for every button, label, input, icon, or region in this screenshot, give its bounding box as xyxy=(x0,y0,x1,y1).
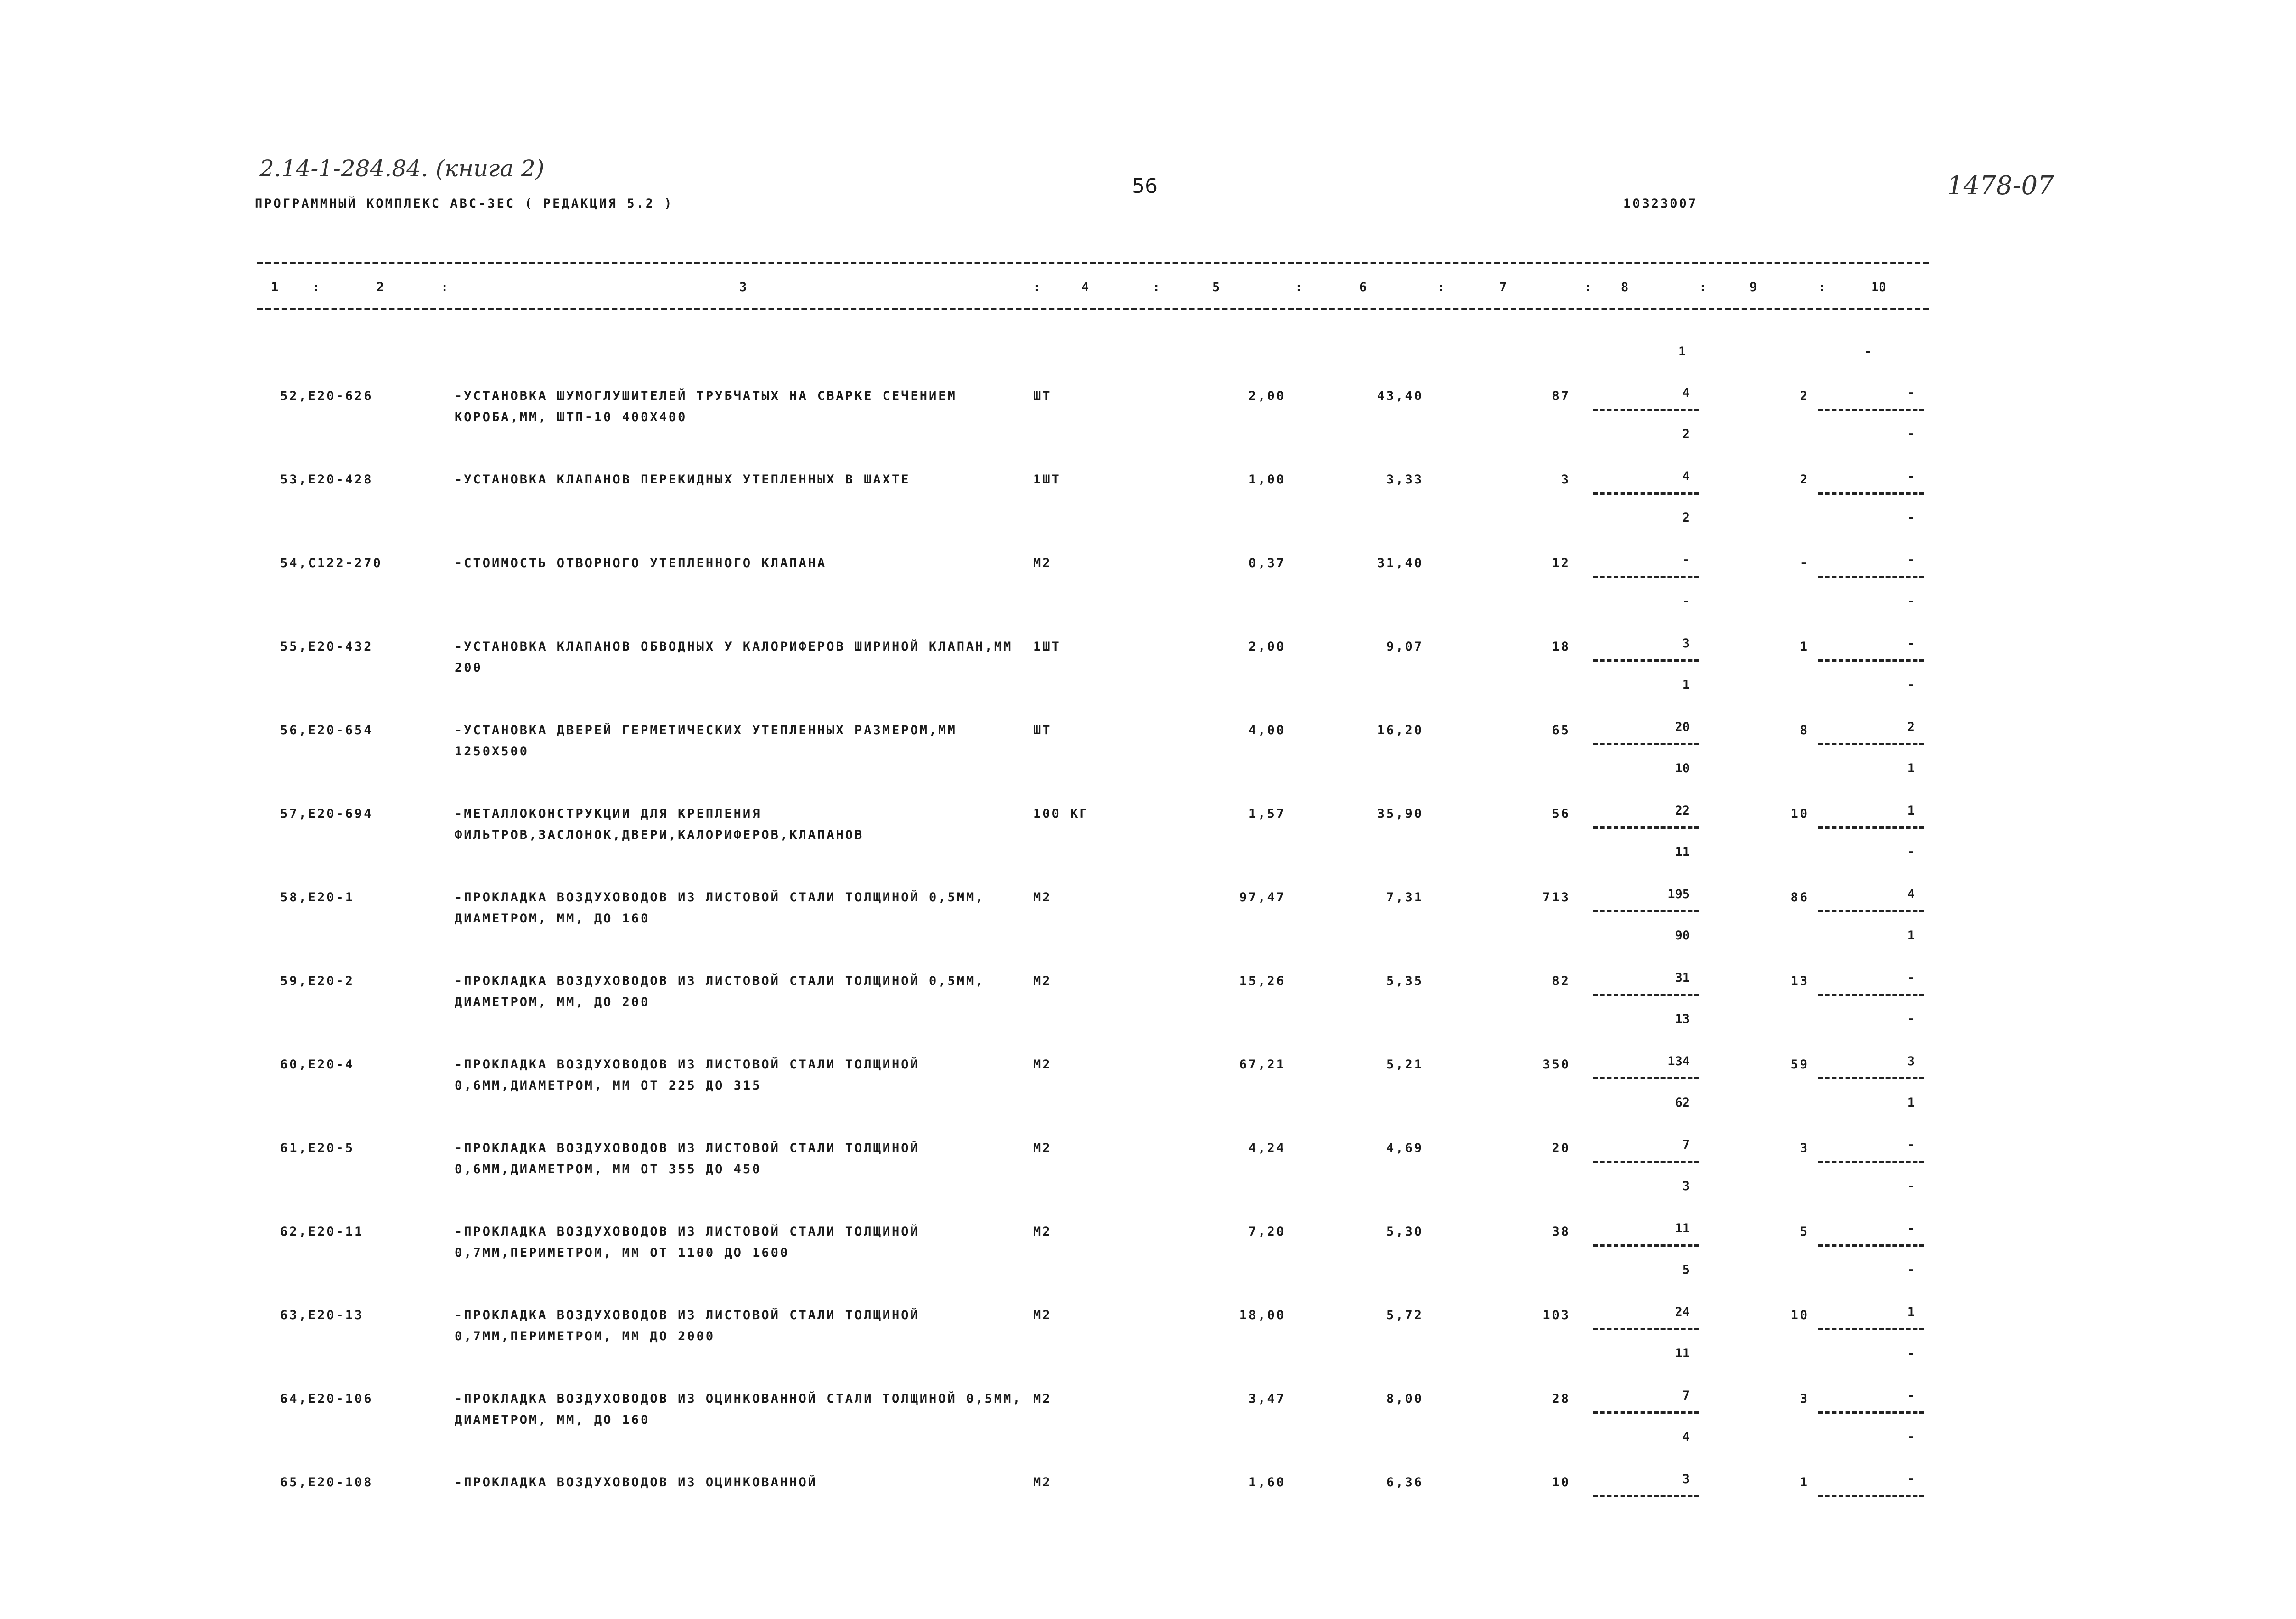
row-col8-fraction xyxy=(1584,428,1704,525)
row-code: 62,Е20-11 xyxy=(280,1225,364,1239)
row-col10-fraction xyxy=(1809,1096,1929,1193)
row-total: 350 xyxy=(1542,1057,1570,1072)
row-col8-bottom: 62 xyxy=(1675,1096,1690,1110)
row-name: -ПРОКЛАДКА ВОЗДУХОВОДОВ ИЗ ЛИСТОВОЙ СТАЛИ ТОЛЩИНОЙ 0,5ММ, ДИАМЕТРОМ, ММ, ДО 160 xyxy=(455,890,985,926)
row-unit-price: 16,20 xyxy=(1377,723,1424,737)
row-name: -ПРОКЛАДКА ВОЗДУХОВОДОВ ИЗ ЛИСТОВОЙ СТАЛИ ТОЛЩИНОЙ 0,6ММ,ДИАМЕТРОМ, ММ ОТ 355 ДО 450 xyxy=(455,1141,920,1176)
row-quantity: 1,57 xyxy=(1248,807,1286,821)
row-unit: ШТ xyxy=(1033,723,1052,737)
row-col10-top: 1 xyxy=(1907,804,1915,818)
column-separator: : xyxy=(312,280,320,294)
row-col9: 86 xyxy=(1790,890,1809,905)
row-col8-bottom: 10 xyxy=(1675,761,1690,776)
row-unit-price: 6,36 xyxy=(1386,1475,1424,1490)
page-number: 56 xyxy=(1132,174,1158,198)
row-col8-bottom: 4 xyxy=(1682,1430,1690,1444)
row-col10-bottom: 1 xyxy=(1907,761,1915,776)
document-code: 10323007 xyxy=(1623,197,1698,211)
row-col8-top: 3 xyxy=(1682,636,1690,651)
row-total: 65 xyxy=(1552,723,1570,737)
row-col10-bottom: - xyxy=(1907,1263,1915,1277)
row-col8-top: 20 xyxy=(1675,720,1690,734)
program-title: ПРОГРАММНЫЙ КОМПЛЕКС АВС-3ЕС ( РЕДАКЦИЯ 5.2 ) xyxy=(255,197,674,211)
fraction-line xyxy=(1593,1411,1699,1414)
row-unit: М2 xyxy=(1033,1308,1052,1322)
column-header-5: 5 xyxy=(1212,280,1220,294)
fraction-line xyxy=(1818,1495,1924,1497)
table-row xyxy=(0,804,2296,886)
row-unit: М2 xyxy=(1033,556,1052,570)
fraction-line xyxy=(1593,743,1699,745)
row-quantity: 4,00 xyxy=(1248,723,1286,737)
row-quantity: 3,47 xyxy=(1248,1392,1286,1406)
row-col8-bottom: 13 xyxy=(1675,1012,1690,1026)
row-total: 713 xyxy=(1542,890,1570,905)
fraction-line xyxy=(1818,1161,1924,1163)
row-col10-bottom: - xyxy=(1907,1012,1915,1026)
fraction-line xyxy=(1818,409,1924,411)
row-code: 60,Е20-4 xyxy=(280,1057,355,1072)
row-unit: 1ШТ xyxy=(1033,472,1061,487)
row-col8-bottom: 11 xyxy=(1675,1346,1690,1360)
fraction-line xyxy=(1593,1161,1699,1163)
row-col9: 10 xyxy=(1790,1308,1809,1322)
fraction-line xyxy=(1818,1077,1924,1079)
fraction-line xyxy=(1818,1411,1924,1414)
row-col8-top: 4 xyxy=(1682,469,1690,483)
column-separator: : xyxy=(1699,280,1707,294)
row-col8-top: 24 xyxy=(1675,1305,1690,1319)
row-name: -УСТАНОВКА КЛАПАНОВ ПЕРЕКИДНЫХ УТЕПЛЕННЫХ В ШАХТЕ xyxy=(455,472,911,487)
fraction-line xyxy=(1593,409,1699,411)
row-code: 57,Е20-694 xyxy=(280,807,373,821)
row-col8-top: 7 xyxy=(1682,1389,1690,1403)
fraction-line xyxy=(1593,1244,1699,1247)
row-col9: 5 xyxy=(1800,1225,1809,1239)
row-col10-bottom: - xyxy=(1907,1179,1915,1193)
row-code: 65,Е20-108 xyxy=(280,1475,373,1490)
row-unit-price: 35,90 xyxy=(1377,807,1424,821)
row-col10-bottom: - xyxy=(1907,511,1915,525)
row-col10-top: 3 xyxy=(1907,1054,1915,1068)
row-col8-fraction xyxy=(1584,512,1704,608)
row-col8-top: - xyxy=(1682,553,1690,567)
row-col10-top: - xyxy=(1907,386,1915,400)
table-row xyxy=(0,971,2296,1053)
row-col10-fraction xyxy=(1809,762,1929,859)
row-col10-fraction xyxy=(1809,512,1929,608)
row-col10-top: - xyxy=(1907,971,1915,985)
column-header-2: 2 xyxy=(377,280,384,294)
row-unit-price: 7,31 xyxy=(1386,890,1424,905)
fraction-line xyxy=(1818,994,1924,996)
row-col10-bottom: 1 xyxy=(1907,1096,1915,1110)
row-total: 82 xyxy=(1552,974,1570,988)
row-unit-price: 31,40 xyxy=(1377,556,1424,570)
row-col8-fraction xyxy=(1584,929,1704,1026)
row-name: -УСТАНОВКА ШУМОГЛУШИТЕЛЕЙ ТРУБЧАТЫХ НА СВАРКЕ СЕЧЕНИЕМ КОРОБА,ММ, ШТП-10 400Х400 xyxy=(455,389,957,424)
row-name: -ПРОКЛАДКА ВОЗДУХОВОДОВ ИЗ ЛИСТОВОЙ СТАЛИ ТОЛЩИНОЙ 0,5ММ, ДИАМЕТРОМ, ММ, ДО 200 xyxy=(455,974,985,1009)
row-col8-top: 195 xyxy=(1667,887,1690,901)
row-code: 64,Е20-106 xyxy=(280,1392,373,1406)
row-col8-bottom: 11 xyxy=(1675,845,1690,859)
row-col10-bottom: - xyxy=(1907,1430,1915,1444)
row-col10-fraction xyxy=(1809,1264,1929,1360)
row-col8-top: 134 xyxy=(1667,1054,1690,1068)
top-fraction-col8: 1 xyxy=(1678,344,1686,359)
row-quantity: 97,47 xyxy=(1239,890,1286,905)
row-unit: М2 xyxy=(1033,1057,1052,1072)
row-quantity: 1,60 xyxy=(1248,1475,1286,1490)
table-row xyxy=(0,386,2296,468)
row-col10-fraction xyxy=(1809,1431,1929,1513)
row-total: 20 xyxy=(1552,1141,1570,1155)
row-code: 58,Е20-1 xyxy=(280,890,355,905)
column-header-3: 3 xyxy=(739,280,747,294)
fraction-line xyxy=(1818,576,1924,578)
column-separator: : xyxy=(1437,280,1445,294)
row-col8-top: 11 xyxy=(1675,1221,1690,1236)
row-quantity: 2,00 xyxy=(1248,640,1286,654)
row-name: -ПРОКЛАДКА ВОЗДУХОВОДОВ ИЗ ЛИСТОВОЙ СТАЛИ ТОЛЩИНОЙ 0,7ММ,ПЕРИМЕТРОМ, ММ ОТ 1100 ДО 1600 xyxy=(455,1225,920,1260)
row-quantity: 4,24 xyxy=(1248,1141,1286,1155)
row-total: 12 xyxy=(1552,556,1570,570)
column-separator: : xyxy=(1295,280,1303,294)
row-col10-top: 1 xyxy=(1907,1305,1915,1319)
row-col9: 2 xyxy=(1800,389,1809,403)
row-col10-top: - xyxy=(1907,553,1915,567)
row-col10-top: - xyxy=(1907,1138,1915,1152)
row-name: -ПРОКЛАДКА ВОЗДУХОВОДОВ ИЗ ОЦИНКОВАННОЙ СТАЛИ ТОЛЩИНОЙ 0,5ММ, ДИАМЕТРОМ, ММ, ДО 160 xyxy=(455,1392,1022,1427)
row-code: 54,С122-270 xyxy=(280,556,383,570)
row-total: 38 xyxy=(1552,1225,1570,1239)
row-code: 63,Е20-13 xyxy=(280,1308,364,1322)
row-total: 18 xyxy=(1552,640,1570,654)
fraction-line xyxy=(1818,910,1924,912)
fraction-line xyxy=(1593,576,1699,578)
row-col10-fraction xyxy=(1809,595,1929,692)
row-unit: 1ШТ xyxy=(1033,640,1061,654)
row-unit-price: 43,40 xyxy=(1377,389,1424,403)
row-code: 55,Е20-432 xyxy=(280,640,373,654)
row-quantity: 0,37 xyxy=(1248,556,1286,570)
fraction-line xyxy=(1593,994,1699,996)
row-name: -ПРОКЛАДКА ВОЗДУХОВОДОВ ИЗ ОЦИНКОВАННОЙ xyxy=(455,1475,817,1490)
row-name: -ПРОКЛАДКА ВОЗДУХОВОДОВ ИЗ ЛИСТОВОЙ СТАЛИ ТОЛЩИНОЙ 0,7ММ,ПЕРИМЕТРОМ, ММ ДО 2000 xyxy=(455,1308,920,1344)
fraction-line xyxy=(1818,659,1924,662)
column-header-8: 8 xyxy=(1621,280,1629,294)
fraction-line xyxy=(1593,659,1699,662)
fraction-line xyxy=(1593,1077,1699,1079)
column-separator: : xyxy=(1153,280,1160,294)
fraction-line xyxy=(1593,1495,1699,1497)
row-unit: 100 КГ xyxy=(1033,807,1089,821)
row-col8-fraction xyxy=(1584,1180,1704,1277)
row-code: 53,Е20-428 xyxy=(280,472,373,487)
row-col8-bottom: 1 xyxy=(1682,678,1690,692)
table-row xyxy=(0,553,2296,635)
handwritten-number: 1478-07 xyxy=(1947,171,2054,201)
row-col8-top: 3 xyxy=(1682,1472,1690,1486)
table-row xyxy=(0,1221,2296,1304)
column-separator: : xyxy=(1818,280,1826,294)
row-unit: ШТ xyxy=(1033,389,1052,403)
row-col8-fraction xyxy=(1584,1347,1704,1444)
column-header-1: 1 xyxy=(271,280,279,294)
row-col10-fraction xyxy=(1809,428,1929,525)
row-unit-price: 5,30 xyxy=(1386,1225,1424,1239)
column-header-6: 6 xyxy=(1359,280,1367,294)
table-row xyxy=(0,1305,2296,1388)
row-col10-top: 4 xyxy=(1907,887,1915,901)
row-col10-top: - xyxy=(1907,1389,1915,1403)
column-header-7: 7 xyxy=(1499,280,1507,294)
row-total: 10 xyxy=(1552,1475,1570,1490)
row-col8-fraction xyxy=(1584,1264,1704,1360)
row-col8-bottom: - xyxy=(1682,594,1690,608)
row-col10-top: - xyxy=(1907,1221,1915,1236)
table-row xyxy=(0,1054,2296,1137)
row-total: 56 xyxy=(1552,807,1570,821)
row-col9: 1 xyxy=(1800,640,1809,654)
row-total: 103 xyxy=(1542,1308,1570,1322)
row-col8-bottom: 90 xyxy=(1675,928,1690,943)
row-total: 28 xyxy=(1552,1392,1570,1406)
fraction-line xyxy=(1818,826,1924,829)
row-unit-price: 4,69 xyxy=(1386,1141,1424,1155)
row-total: 87 xyxy=(1552,389,1570,403)
table-row xyxy=(0,1472,2296,1555)
fraction-line xyxy=(1593,910,1699,912)
table-row xyxy=(0,720,2296,803)
fraction-line xyxy=(1818,743,1924,745)
row-col10-top: - xyxy=(1907,1472,1915,1486)
row-col8-bottom: 2 xyxy=(1682,427,1690,441)
row-quantity: 2,00 xyxy=(1248,389,1286,403)
table-rule-bottom xyxy=(257,308,1929,310)
row-col10-bottom: - xyxy=(1907,1346,1915,1360)
row-col10-top: - xyxy=(1907,636,1915,651)
handwritten-code: 2.14-1-284.84. (книга 2) xyxy=(259,155,545,182)
column-separator: : xyxy=(441,280,449,294)
row-unit-price: 3,33 xyxy=(1386,472,1424,487)
column-header-9: 9 xyxy=(1750,280,1757,294)
row-col10-top: - xyxy=(1907,469,1915,483)
fraction-line xyxy=(1593,1328,1699,1330)
table-row xyxy=(0,887,2296,970)
row-col8-top: 31 xyxy=(1675,971,1690,985)
row-col10-bottom: - xyxy=(1907,845,1915,859)
row-quantity: 1,00 xyxy=(1248,472,1286,487)
table-row xyxy=(0,636,2296,719)
row-col8-fraction xyxy=(1584,1096,1704,1193)
row-col8-fraction xyxy=(1584,846,1704,943)
row-col9: 8 xyxy=(1800,723,1809,737)
row-col9: 3 xyxy=(1800,1141,1809,1155)
row-col9: 1 xyxy=(1800,1475,1809,1490)
row-quantity: 67,21 xyxy=(1239,1057,1286,1072)
row-col8-bottom: 5 xyxy=(1682,1263,1690,1277)
row-unit: М2 xyxy=(1033,1392,1052,1406)
row-col10-bottom: - xyxy=(1907,594,1915,608)
row-col9: 13 xyxy=(1790,974,1809,988)
row-col10-fraction xyxy=(1809,344,1929,441)
row-code: 59,Е20-2 xyxy=(280,974,355,988)
row-code: 52,Е20-626 xyxy=(280,389,373,403)
row-unit-price: 5,21 xyxy=(1386,1057,1424,1072)
row-total: 3 xyxy=(1561,472,1570,487)
row-col10-fraction xyxy=(1809,679,1929,776)
row-code: 56,Е20-654 xyxy=(280,723,373,737)
row-unit-price: 5,72 xyxy=(1386,1308,1424,1322)
row-col8-fraction xyxy=(1584,762,1704,859)
row-unit: М2 xyxy=(1033,1475,1052,1490)
row-unit-price: 8,00 xyxy=(1386,1392,1424,1406)
row-col9: 59 xyxy=(1790,1057,1809,1072)
row-col8-top: 7 xyxy=(1682,1138,1690,1152)
table-row xyxy=(0,1138,2296,1220)
row-col9: - xyxy=(1800,556,1809,570)
top-fraction-col10: - xyxy=(1864,344,1872,359)
row-col8-top: 22 xyxy=(1675,804,1690,818)
row-col9: 10 xyxy=(1790,807,1809,821)
row-col10-fraction xyxy=(1809,1180,1929,1277)
row-col8-bottom: 2 xyxy=(1682,511,1690,525)
column-separator: : xyxy=(1584,280,1592,294)
fraction-line xyxy=(1593,492,1699,495)
table-row xyxy=(0,1389,2296,1471)
row-unit-price: 5,35 xyxy=(1386,974,1424,988)
row-col8-fraction xyxy=(1584,1013,1704,1110)
row-quantity: 18,00 xyxy=(1239,1308,1286,1322)
row-name: -УСТАНОВКА КЛАПАНОВ ОБВОДНЫХ У КАЛОРИФЕРОВ ШИРИНОЙ КЛАПАН,ММ 200 xyxy=(455,640,1013,675)
row-col8-top: 4 xyxy=(1682,386,1690,400)
row-col10-bottom: 1 xyxy=(1907,928,1915,943)
fraction-line xyxy=(1818,492,1924,495)
fraction-line xyxy=(1818,1328,1924,1330)
row-name: -МЕТАЛЛОКОНСТРУКЦИИ ДЛЯ КРЕПЛЕНИЯ ФИЛЬТРОВ,ЗАСЛОНОК,ДВЕРИ,КАЛОРИФЕРОВ,КЛАПАНОВ xyxy=(455,807,864,842)
row-col10-fraction xyxy=(1809,929,1929,1026)
table-rule-top xyxy=(257,262,1929,264)
row-name: -СТОИМОСТЬ ОТВОРНОГО УТЕПЛЕННОГО КЛАПАНА xyxy=(455,556,827,570)
row-col10-bottom: - xyxy=(1907,427,1915,441)
row-code: 61,Е20-5 xyxy=(280,1141,355,1155)
row-quantity: 15,26 xyxy=(1239,974,1286,988)
column-separator: : xyxy=(1033,280,1041,294)
row-col8-fraction xyxy=(1584,595,1704,692)
row-col8-fraction xyxy=(1584,344,1704,441)
row-col10-fraction xyxy=(1809,1347,1929,1444)
row-col10-bottom: - xyxy=(1907,678,1915,692)
row-col10-fraction xyxy=(1809,846,1929,943)
column-header-4: 4 xyxy=(1081,280,1089,294)
row-col10-top: 2 xyxy=(1907,720,1915,734)
row-col10-fraction xyxy=(1809,1013,1929,1110)
row-unit: М2 xyxy=(1033,1141,1052,1155)
fraction-line xyxy=(1593,826,1699,829)
table-row xyxy=(0,469,2296,552)
row-col9: 2 xyxy=(1800,472,1809,487)
row-col8-bottom: 3 xyxy=(1682,1179,1690,1193)
row-quantity: 7,20 xyxy=(1248,1225,1286,1239)
row-unit-price: 9,07 xyxy=(1386,640,1424,654)
row-unit: М2 xyxy=(1033,890,1052,905)
column-header-10: 10 xyxy=(1871,280,1886,294)
row-col8-fraction xyxy=(1584,679,1704,776)
fraction-line xyxy=(1818,1244,1924,1247)
row-name: -УСТАНОВКА ДВЕРЕЙ ГЕРМЕТИЧЕСКИХ УТЕПЛЕННЫХ РАЗМЕРОМ,ММ 1250Х500 xyxy=(455,723,957,759)
row-unit: М2 xyxy=(1033,974,1052,988)
row-col8-fraction xyxy=(1584,1431,1704,1513)
row-unit: М2 xyxy=(1033,1225,1052,1239)
row-name: -ПРОКЛАДКА ВОЗДУХОВОДОВ ИЗ ЛИСТОВОЙ СТАЛИ ТОЛЩИНОЙ 0,6ММ,ДИАМЕТРОМ, ММ ОТ 225 ДО 315 xyxy=(455,1057,920,1093)
row-col9: 3 xyxy=(1800,1392,1809,1406)
